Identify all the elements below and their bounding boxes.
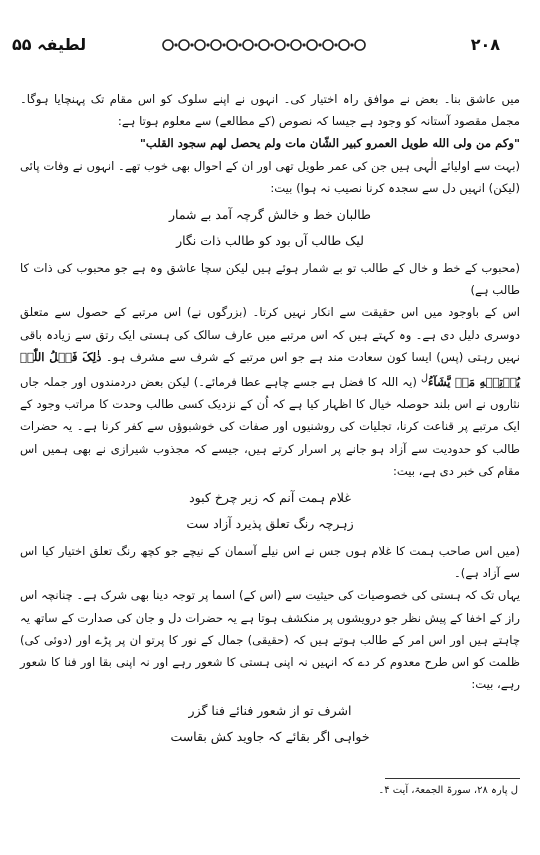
page-body bbox=[20, 88, 520, 753]
verse-line: اشرف تو از شعور فنائے فنا گزر bbox=[188, 703, 352, 719]
paragraph-4-continued: (یہ اللہ کا فضل ہے جسے چاہے عطا فرمائے۔) لیکن بعض دردمندوں اور جملہ جاں نثاروں نے اس بلند حوصلہ خیال کا اظہار کیا ہے کہ اُن کے نزدیک کسی طالب وحدت کا مراتب وجود کے ایک مرتبے پر قناعت کرنا، تجلیات کی روشنیوں اور صفات کی خوشبوؤں سے کفر کرنا ہے۔ یہ حضرات طالب کو حدودیت سے آزاد ہو جانے پر اسرار کرتے ہیں، جیسے کہ مجذوب شیرازی نے بھی ہمیں اس مقام کی خبر دی ہے، بیت: bbox=[20, 374, 520, 478]
verse-line: لیک طالب آں بود کو طالب ذات نگار bbox=[176, 233, 364, 249]
verse-line: طالبان خط و خالش گرچہ آمد بے شمار bbox=[168, 207, 372, 223]
verse-line: زہرچہ رنگ تعلق پذیرد آزاد ست bbox=[186, 515, 354, 531]
page-number: ۲۰۸ bbox=[470, 35, 500, 54]
verse-3 bbox=[20, 698, 520, 750]
verse-line: غلام ہمت آنم کہ زیر چرخ کبود bbox=[189, 489, 351, 505]
paragraph-4-text: اس کے باوجود میں اس حقیقت سے انکار نہیں کرتا۔ (بزرگوں نے) اس مرتبے کے حصول سے متعلق دوسری دلیل دی ہے۔ وہ کہتے ہیں کہ اس مرتبے میں عارف سالک کی ہستی ایک رتق سے زیادہ باقی نہیں رہتی (پس) ایسا کون سعادت مند ہے جو اس مرتبے کے شرف سے مشرف ہو۔ bbox=[20, 305, 521, 364]
paragraph-2: (بہت سے اولیائے الٰہی ہیں جن کی عمر طویل تھی اور ان کے احوال بھی خوب تھے۔ انہوں نے وفات پائی (لیکن) انہیں دل سے سجدہ کرنا نصیب نہ ہوا) بیت: bbox=[20, 158, 520, 195]
paragraph-6: یہاں تک کہ ہستی کی خصوصیات کی حیثیت سے (اس کے) اسما پر توجہ دینا بھی شرک ہے۔ چنانچہ اس راز کے اخفا کے پیش نظر جو درویشوں پر منکشف ہوتا ہے یہ حضرات دل و جان کی صدارت کے ساتھ یہ چاہتے ہیں اور اس امر کے طالب ہوتے ہیں کہ (حقیقی) جمال کے نور کا پرتو ان پر پڑے اور (دوئی کی) ظلمت کو اس طرح معدوم کر دے کہ انہیں نہ اپنی ہستی کا شعور رہے اور نہ اپنی بقا اور فنا کا شعور رہے، بیت: bbox=[20, 588, 520, 692]
verse-line: خواہی اگر بقائے کہ جاوید کش بقاست bbox=[170, 729, 370, 745]
paragraph-3: (محبوب کے خط و خال کے طالب تو بے شمار ہوئے ہیں لیکن سچا عاشق وہ ہے جو محبوب کی ذات کا طالب ہے) bbox=[20, 261, 520, 298]
paragraph-5: (میں اس صاحب ہمت کا غلام ہوں جس نے اس نیلے آسمان کے نیچے جو کچھ رنگ تعلق اختیار کیا اس سے آزاد ہے)۔ bbox=[20, 543, 520, 581]
footnote: ل پارہ ۲۸، سورۃ الجمعۃ، آیت ۴۔ bbox=[378, 785, 518, 796]
paragraph-1: میں عاشق بنا۔ بعض نے موافق راہ اختیار کی۔ انہوں نے اپنے سلوک کو اس مقام تک پہنچایا ہوگا۔ مجمل مقصود آستانہ کو وجود ہے جیسا کہ نصوص (کے مطالعے) سے معلوم ہوتا ہے: bbox=[20, 92, 520, 129]
verse-2 bbox=[20, 485, 520, 537]
footnote-divider bbox=[385, 778, 520, 779]
footnote-marker: ل bbox=[420, 373, 428, 385]
ornament-border-icon bbox=[160, 37, 370, 53]
arabic-quote: "وکم من ولی الله طویل العمرو کبیر الشّان مات ولم یحصل لھم سجود القلب" bbox=[139, 136, 520, 151]
section-title: لطیفہ ۵۵ bbox=[12, 35, 87, 54]
paragraph-4 bbox=[20, 301, 520, 481]
quranic-verse: ذٰلِکَ فَضۡلُ اللّٰہِ یُؤۡتِیۡهِ مَنۡ یَّشَآءُ bbox=[20, 349, 521, 389]
page-header bbox=[0, 33, 540, 59]
verse-1 bbox=[20, 202, 520, 254]
